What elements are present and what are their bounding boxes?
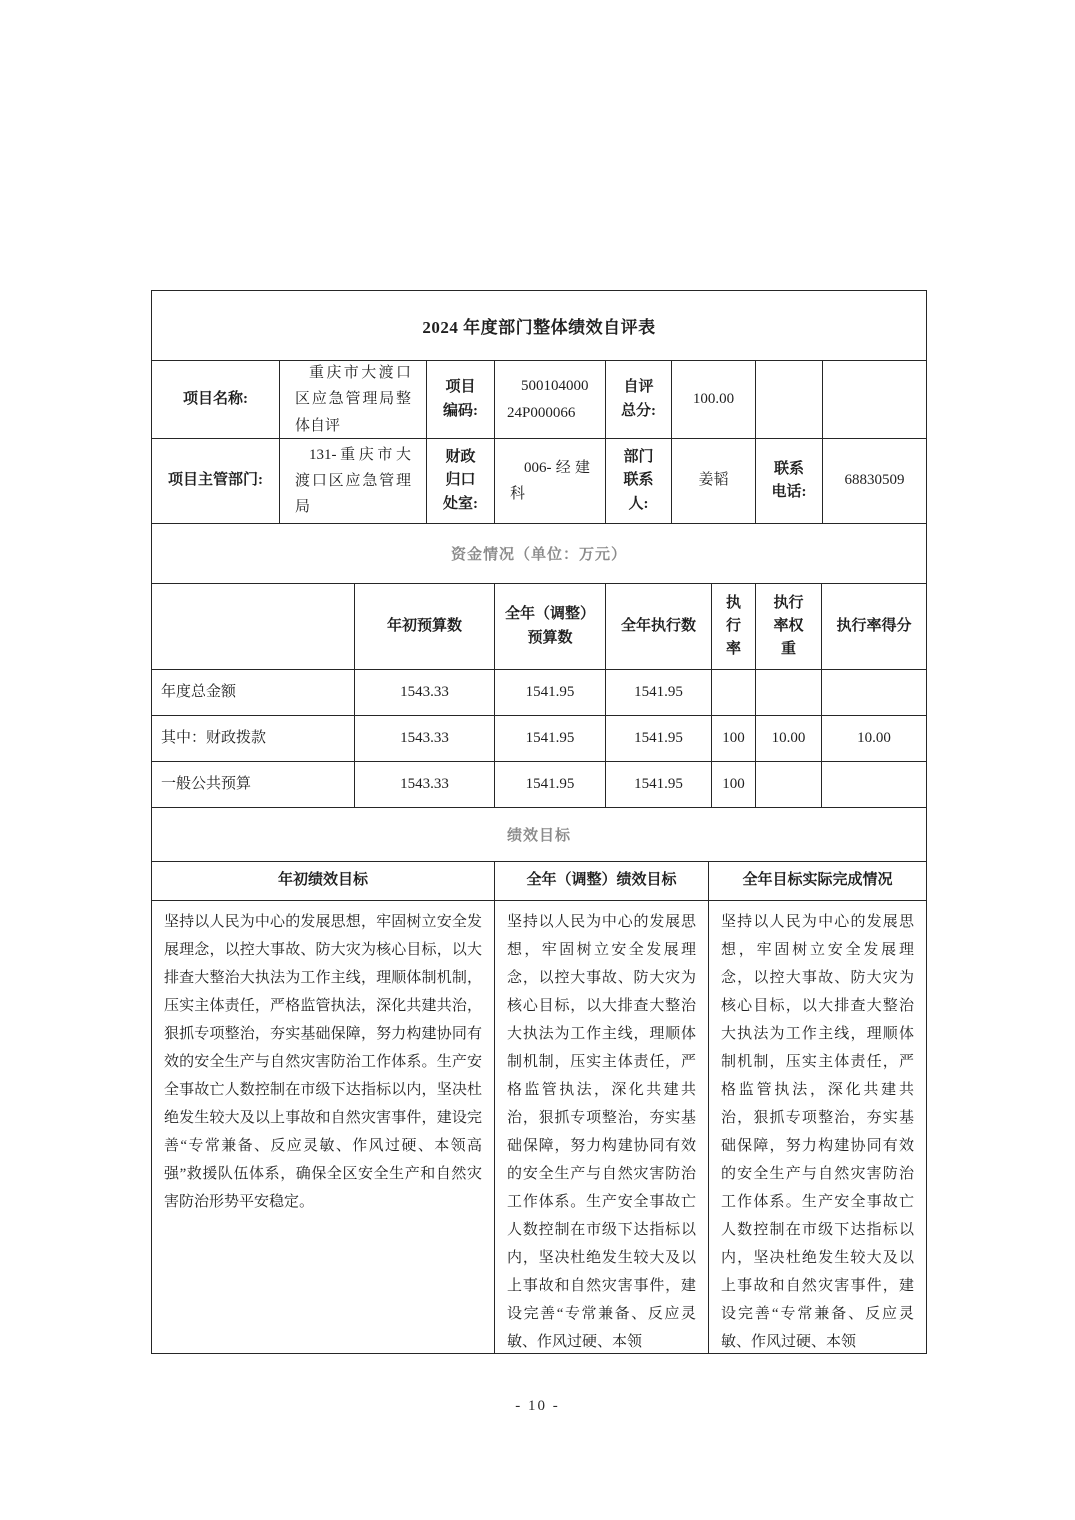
funding-header-score: 执行率得分 [836, 617, 912, 634]
funding-row-label: 年度总金额 [152, 670, 355, 715]
score-value: 10.00 [857, 729, 891, 746]
table-title: 2024 年度部门整体绩效自评表 [152, 291, 926, 361]
project-code-value: 50010400024P000066 [495, 361, 606, 438]
goals-header-row [152, 862, 926, 901]
dept-value: 131-重庆市大渡口区应急管理局 [280, 439, 427, 523]
executed-value: 1541.95 [606, 716, 712, 761]
adjusted-goal-cell [495, 901, 709, 1353]
page-number: - 10 - [515, 1398, 560, 1414]
weight-value [756, 762, 822, 807]
score-value [822, 670, 926, 715]
funding-header-rate: 执行率 [712, 584, 756, 669]
dept-label: 项目主管部门: [152, 439, 280, 523]
weight-value [756, 670, 822, 715]
initial-budget-value: 1543.33 [355, 716, 495, 761]
project-code-label: 项目编码: [427, 361, 495, 438]
funding-header-adjusted: 全年（调整）预算数 [495, 584, 606, 669]
contact-person-value: 姜韬 [672, 439, 756, 523]
info-row-department [152, 439, 926, 524]
goals-header-initial: 年初绩效目标 [152, 862, 495, 900]
adjusted-budget-value: 1541.95 [495, 716, 606, 761]
goals-header-adjusted: 全年（调整）绩效目标 [495, 862, 709, 900]
project-name-label: 项目名称: [152, 361, 280, 438]
initial-goal-text: 坚持以人民为中心的发展思想，牢固树立安全发展理念，以控大事故、防大灾为核心目标，以大排查大整治大执法为工作主线，理顺体制机制，压实主体责任，严格监管执法，深化共建共治，狠抓专项整治，夯实基础保障，努力构建协同有效的安全生产与自然灾害防治工作体系。生产安全事故亡人数控制在市级下达指标以内，坚决杜绝发生较大及以上事故和自然灾害事件，建设完善“专常兼备、反应灵敏、作风过硬、本领高强”救援队伍体系，确保全区安全生产和自然灾害防治形势平安稳定。 [164, 914, 482, 1210]
funding-header-initial: 年初预算数 [355, 584, 495, 669]
info-empty-cell-2 [823, 361, 926, 438]
funding-row-public-budget [152, 762, 926, 808]
funding-row-label: 其中：财政拨款 [152, 716, 355, 761]
actual-completion-text: 坚持以人民为中心的发展思想，牢固树立安全发展理念，以控大事故、防大灾为核心目标，以大排查大整治大执法为工作主线，理顺体制机制，压实主体责任，严格监管执法，深化共建共治，狠抓专项整治，夯实基础保障，努力构建协同有效的安全生产与自然灾害防治工作体系。生产安全事故亡人数控制在市级下达指标以内，坚决杜绝发生较大及以上事故和自然灾害事件，建设完善“专常兼备、反应灵敏、作风过硬、本领 [721, 914, 914, 1350]
executed-value: 1541.95 [606, 762, 712, 807]
phone-value: 68830509 [844, 472, 905, 489]
initial-budget-value: 1543.33 [355, 670, 495, 715]
self-score-label: 自评总分: [606, 361, 672, 438]
adjusted-budget-value: 1541.95 [495, 670, 606, 715]
executed-value: 1541.95 [606, 670, 712, 715]
score-value [822, 762, 926, 807]
actual-completion-cell [709, 901, 926, 1353]
self-evaluation-table [151, 290, 927, 1354]
finance-office-label: 财政归口处室: [427, 439, 495, 523]
initial-goal-cell [152, 901, 495, 1353]
funding-header-empty [152, 584, 355, 669]
goals-header-actual: 全年目标实际完成情况 [742, 872, 893, 889]
info-row-project [152, 361, 926, 439]
funding-row-fiscal [152, 716, 926, 762]
weight-value: 10.00 [756, 716, 822, 761]
rate-value: 100 [712, 716, 756, 761]
funding-row-label: 一般公共预算 [152, 762, 355, 807]
funding-header-executed: 全年执行数 [606, 584, 712, 669]
funding-header-row [152, 584, 926, 670]
adjusted-goal-text: 坚持以人民为中心的发展思想，牢固树立安全发展理念，以控大事故、防大灾为核心目标，以大排查大整治大执法为工作主线，理顺体制机制，压实主体责任，严格监管执法，深化共建共治，狠抓专项整治，夯实基础保障，努力构建协同有效的安全生产与自然灾害防治工作体系。生产安全事故亡人数控制在市级下达指标以内，坚决杜绝发生较大及以上事故和自然灾害事件，建设完善“专常兼备、反应灵敏、作风过硬、本领 [507, 914, 696, 1350]
info-empty-cell-1 [756, 361, 823, 438]
funding-section-header: 资金情况（单位：万元） [152, 524, 926, 584]
contact-person-label: 部门联系人: [606, 439, 672, 523]
rate-value: 100 [712, 762, 756, 807]
funding-header-weight: 执行率权重 [756, 584, 822, 669]
adjusted-budget-value: 1541.95 [495, 762, 606, 807]
rate-value [712, 670, 756, 715]
initial-budget-value: 1543.33 [355, 762, 495, 807]
goals-section-header: 绩效目标 [152, 808, 926, 862]
phone-label: 联系电话: [756, 439, 823, 523]
self-score-value: 100.00 [672, 361, 756, 438]
funding-row-total [152, 670, 926, 716]
finance-office-value: 006-经建科 [495, 439, 606, 523]
project-name-value: 重庆市大渡口区应急管理局整体自评 [280, 361, 427, 438]
goals-body-row [152, 901, 926, 1353]
